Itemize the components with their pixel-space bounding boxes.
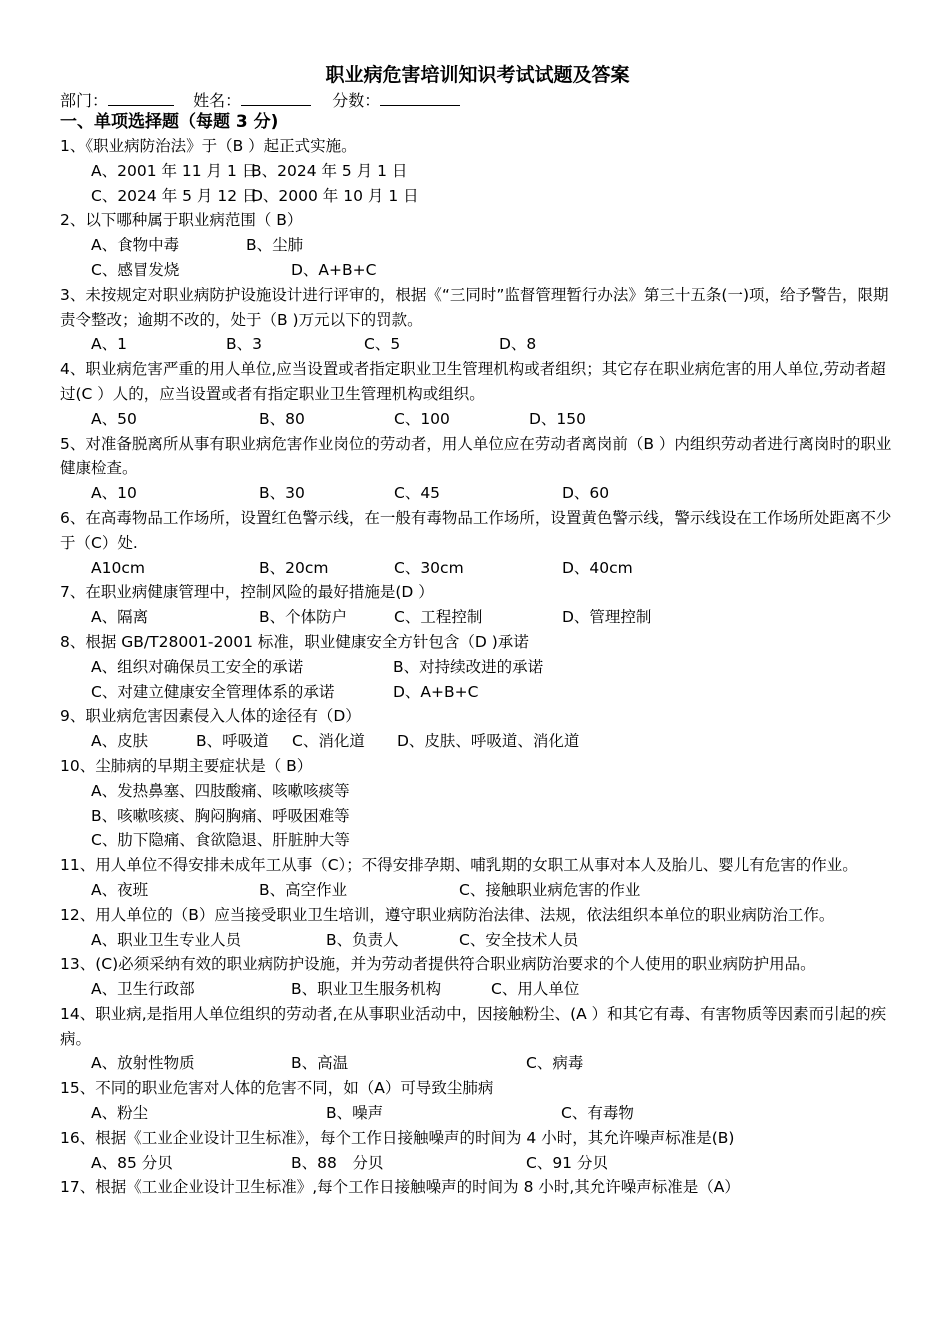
question-text: 4、职业病危害严重的用人单位,应当设置或者指定职业卫生管理机构或者组织；其它存在职业病危害的用人单位,劳动者超过(C ）人的，应当设置或者有指定职业卫生管理机构或组织。 (60, 360, 886, 403)
option: D、8 (499, 335, 537, 354)
department-blank (108, 88, 174, 106)
option: A、食物中毒 (91, 236, 180, 255)
option: A、卫生行政部 (91, 980, 195, 999)
option: B、3 (226, 335, 262, 354)
option: B、咳嗽咳痰、胸闷胸痛、呼吸困难等 (91, 806, 350, 825)
option: D、A+B+C (393, 682, 479, 701)
option: A、职业卫生专业人员 (91, 930, 242, 949)
document-title: 职业病危害培训知识考试试题及答案 (325, 64, 630, 86)
score-label: 分数： (332, 91, 381, 110)
question-text: 14、职业病,是指用人单位组织的劳动者,在从事职业活动中，因接触粉尘、(A ）和其它有毒、有害物质等因素而引起的疾病。 (60, 1004, 887, 1048)
option-row (60, 680, 895, 705)
option: C、用人单位 (491, 980, 580, 999)
department-label: 部门： (60, 91, 109, 110)
option: D、2000 年 10 月 1 日 (251, 186, 419, 205)
option: A、夜班 (91, 880, 149, 899)
option: C、2024 年 5 月 12 日 (91, 186, 258, 205)
question-text: 13、(C)必须采纳有效的职业病防护设施，并为劳动者提供符合职业病防治要求的个人使用的职业病防护用品。 (60, 955, 816, 974)
option: C、消化道 (292, 732, 365, 751)
option: C、工程控制 (394, 608, 483, 627)
option-row (60, 729, 895, 754)
option-row (60, 407, 895, 432)
option: D、40cm (562, 558, 633, 577)
option: B、呼吸道 (196, 732, 269, 751)
question-text: 1、《职业病防治法》于（B ）起正式实施。 (60, 137, 357, 155)
name-blank (241, 88, 311, 106)
option: A、粉尘 (91, 1104, 149, 1123)
question-text: 5、对准备脱离所从事有职业病危害作业岗位的劳动者，用人单位应在劳动者离岗前（B ）内组织劳动者进行离岗时的职业健康检查。 (60, 434, 892, 478)
option-row (60, 779, 895, 804)
option: C、安全技术人员 (459, 930, 579, 949)
option: C、91 分贝 (526, 1153, 608, 1172)
option: D、150 (529, 409, 587, 428)
question-text: 15、不同的职业危害对人体的危害不同，如（A）可导致尘肺病 (60, 1079, 494, 1098)
name-label: 姓名： (193, 91, 242, 110)
option-row (60, 258, 895, 283)
option: B、尘肺 (246, 236, 304, 255)
option-row (60, 1051, 895, 1076)
option: C、45 (394, 484, 441, 503)
option-row (60, 159, 895, 184)
option: A、隔离 (91, 608, 149, 627)
option: B、30 (259, 484, 305, 503)
option: B、80 (259, 409, 305, 428)
option: B、噪声 (326, 1104, 384, 1123)
option: C、肋下隐痛、食欲隐退、肝脏肿大等 (91, 831, 350, 850)
question-text: 16、根据《工业企业设计卫生标准》，每个工作日接触噪声的时间为 4 小时，其允许噪声标准是(B) (60, 1128, 735, 1147)
question-text: 10、尘肺病的早期主要症状是（ B） (60, 756, 313, 775)
option: A、50 (91, 409, 137, 428)
option: C、有毒物 (561, 1104, 634, 1123)
option: D、60 (562, 484, 610, 503)
option-row (60, 1151, 895, 1176)
question-text: 6、在高毒物品工作场所，设置红色警示线，在一般有毒物品工作场所，设置黄色警示线，警示线设在工作场所处距离不少于（C）处. (60, 508, 892, 552)
option: A、放射性物质 (91, 1054, 195, 1073)
score-blank (380, 88, 460, 106)
option-row (60, 828, 895, 853)
option: C、对建立健康安全管理体系的承诺 (91, 682, 335, 701)
option: A、1 (91, 335, 127, 354)
question-text: 7、在职业病健康管理中，控制风险的最好措施是(D ） (60, 583, 434, 602)
option: B、88 分贝 (291, 1153, 384, 1172)
option-row (60, 233, 895, 258)
option: B、2024 年 5 月 1 日 (251, 161, 408, 180)
option-row (60, 655, 895, 680)
question-text: 11、用人单位不得安排未成年工从事（C）；不得安排孕期、哺乳期的女职工从事对本人及胎儿、婴儿有危害的作业。 (60, 856, 858, 875)
option: A、85 分贝 (91, 1153, 173, 1172)
question-text: 12、用人单位的（B）应当接受职业卫生培训，遵守职业病防治法律、法规，依法组织本单位的职业病防治工作。 (60, 905, 835, 924)
option: B、个体防户 (259, 608, 348, 627)
option-row (60, 878, 895, 903)
option-row (60, 928, 895, 953)
option-row (60, 977, 895, 1002)
option-row (60, 556, 895, 581)
option: A、发热鼻塞、四肢酸痛、咳嗽咳痰等 (91, 781, 350, 800)
question-text: 3、未按规定对职业病防护设施设计进行评审的，根据《“三同时”监督管理暂行办法》第三十五条(一)项，给予警告，限期责令整改；逾期不改的，处于（B )万元以下的罚款。 (60, 285, 889, 329)
option: B、高空作业 (259, 880, 348, 899)
option: B、负责人 (326, 930, 399, 949)
option-row (60, 804, 895, 829)
option: B、职业卫生服务机构 (291, 980, 442, 999)
option-row (60, 481, 895, 506)
option: C、5 (364, 335, 401, 354)
info-line (60, 88, 895, 110)
option: C、病毒 (526, 1054, 584, 1073)
option: A、2001 年 11 月 1 日 (91, 161, 258, 180)
option: B、20cm (259, 558, 329, 577)
exam-page (60, 62, 895, 1200)
option: C、100 (394, 409, 450, 428)
option: A、10 (91, 484, 137, 503)
question-text: 17、根据《工业企业设计卫生标准》,每个工作日接触噪声的时间为 8 小时,其允许噪声标准是（A） (60, 1178, 740, 1197)
option: D、A+B+C (291, 260, 377, 279)
option: B、对持续改进的承诺 (393, 657, 544, 676)
option-row (60, 184, 895, 209)
option: B、高温 (291, 1054, 349, 1073)
question-text: 8、根据 GB/T28001-2001 标准，职业健康安全方针包含（D )承诺 (60, 632, 529, 651)
option-row (60, 1101, 895, 1126)
option: C、感冒发烧 (91, 260, 180, 279)
option-row (60, 605, 895, 630)
question-text: 2、以下哪种属于职业病范围（ B） (60, 211, 303, 230)
option: C、接触职业病危害的作业 (459, 880, 641, 899)
question-list (60, 134, 895, 1200)
option: C、30cm (394, 558, 464, 577)
section-heading: 一、单项选择题（每题 3 分) (60, 112, 279, 132)
option: D、皮肤、呼吸道、消化道 (397, 732, 580, 751)
question-text: 9、职业病危害因素侵入人体的途径有（D） (60, 707, 361, 726)
option: A、皮肤 (91, 732, 149, 751)
option: A、组织对确保员工安全的承诺 (91, 657, 304, 676)
option-row (60, 332, 895, 357)
option: A10cm (91, 558, 145, 577)
option: D、管理控制 (562, 608, 652, 627)
